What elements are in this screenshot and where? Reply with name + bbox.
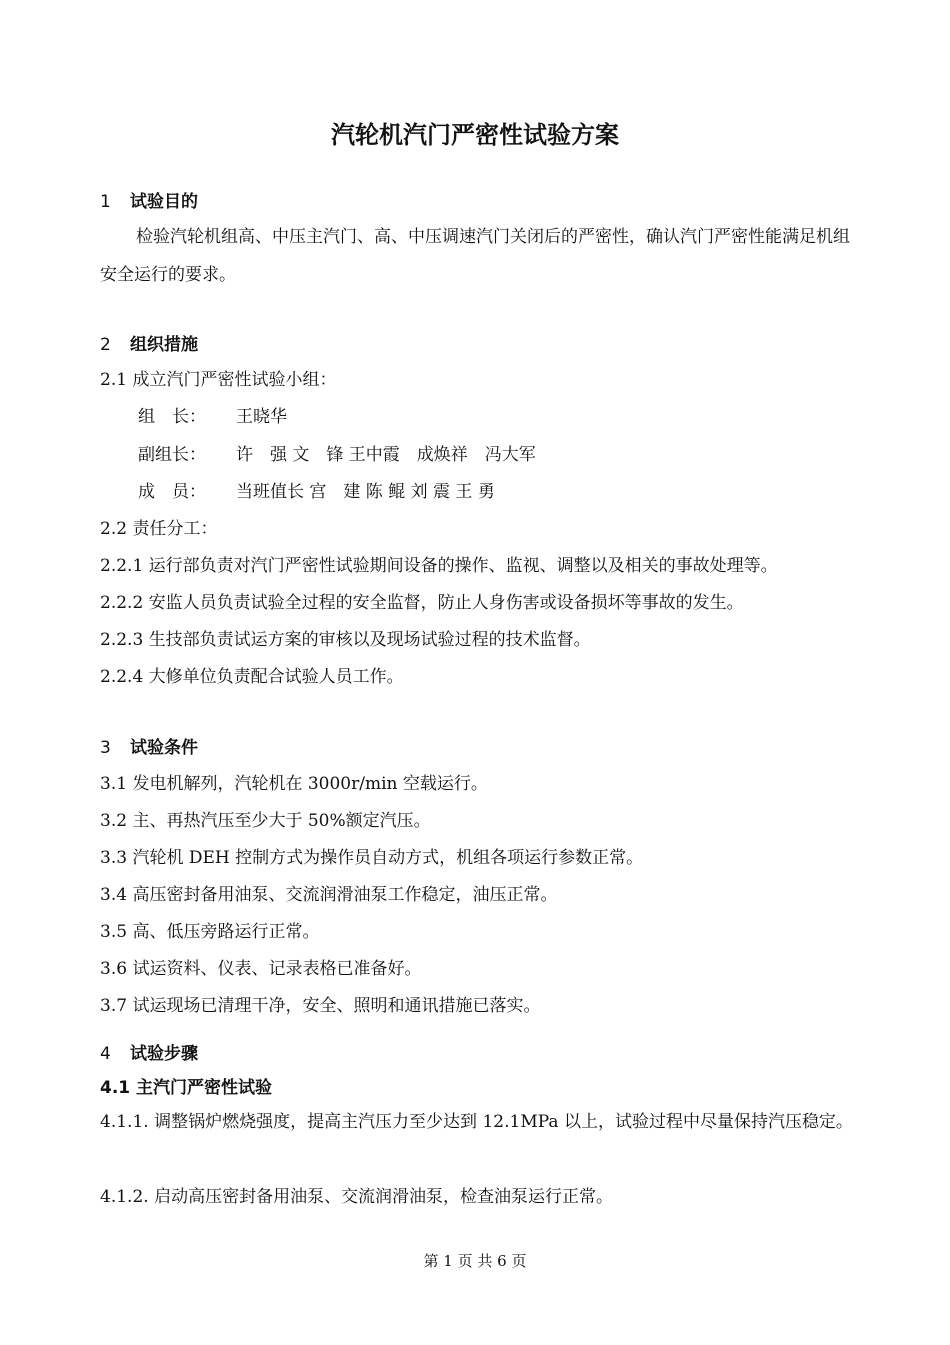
section-4-heading: [100, 1042, 198, 1066]
condition-item: 3.1 发电机解列，汽轮机在 3000r/min 空载运行。: [100, 774, 488, 794]
role-names: 许 强 文 锋 王中霞 成焕祥 冯大军: [236, 445, 536, 465]
item-2-2-1: 2.2.1 运行部负责对汽门严密性试验期间设备的操作、监视、调整以及相关的事故处理等。: [100, 556, 778, 576]
condition-item: 3.5 高、低压旁路运行正常。: [100, 922, 320, 942]
role-label: 成 员：: [138, 482, 206, 502]
section-number: 3: [100, 738, 111, 758]
condition-item: 3.4 高压密封备用油泵、交流润滑油泵工作稳定，油压正常。: [100, 885, 558, 905]
condition-item: 3.7 试运现场已清理干净，安全、照明和通讯措施已落实。: [100, 996, 541, 1016]
role-names: 王晓华: [236, 407, 287, 427]
condition-item: 3.2 主、再热汽压至少大于 50%额定汽压。: [100, 811, 431, 831]
document-title: 汽轮机汽门严密性试验方案: [331, 121, 619, 149]
section-title: 试验条件: [130, 738, 198, 758]
condition-item: 3.3 汽轮机 DEH 控制方式为操作员自动方式，机组各项运行参数正常。: [100, 848, 644, 868]
section-title: 组织措施: [130, 335, 198, 355]
section-number: 1: [100, 192, 111, 212]
team-leader-row: [138, 405, 287, 429]
subsection-4-1-heading: 4.1 主汽门严密性试验: [100, 1078, 273, 1098]
condition-item: 3.6 试运资料、仪表、记录表格已准备好。: [100, 959, 422, 979]
step-4-1-1: 4.1.1. 调整锅炉燃烧强度，提高主汽压力至少达到 12.1MPa 以上，试验过程中尽量保持汽压稳定。: [100, 1112, 853, 1132]
team-deputy-row: [138, 443, 536, 467]
role-names: 当班值长 宫 建 陈 鲲 刘 震 王 勇: [236, 482, 495, 502]
step-4-1-2: 4.1.2. 启动高压密封备用油泵、交流润滑油泵，检查油泵运行正常。: [100, 1187, 614, 1207]
item-2-2: 2.2 责任分工：: [100, 519, 218, 539]
item-2-2-3: 2.2.3 生技部负责试运方案的审核以及现场试验过程的技术监督。: [100, 630, 591, 650]
role-label: 组 长：: [138, 407, 206, 427]
section-title: 试验步骤: [130, 1044, 198, 1064]
team-member-row: [138, 480, 495, 504]
section-1-paragraph: 检验汽轮机组高、中压主汽门、高、中压调速汽门关闭后的严密性，确认汽门严密性能满足机组安全运行的要求。: [100, 227, 850, 285]
item-2-1: 2.1 成立汽门严密性试验小组：: [100, 370, 337, 390]
section-2-heading: [100, 333, 198, 357]
section-number: 4: [100, 1044, 111, 1064]
item-2-2-4: 2.2.4 大修单位负责配合试验人员工作。: [100, 667, 404, 687]
section-1-heading: [100, 190, 198, 214]
section-number: 2: [100, 335, 111, 355]
page-footer: 第 1 页 共 6 页: [423, 1252, 527, 1270]
role-label: 副组长：: [138, 445, 206, 465]
section-title: 试验目的: [130, 192, 198, 212]
section-3-heading: [100, 736, 198, 760]
item-2-2-2: 2.2.2 安监人员负责试验全过程的安全监督，防止人身伤害或设备损坏等事故的发生。: [100, 593, 744, 613]
